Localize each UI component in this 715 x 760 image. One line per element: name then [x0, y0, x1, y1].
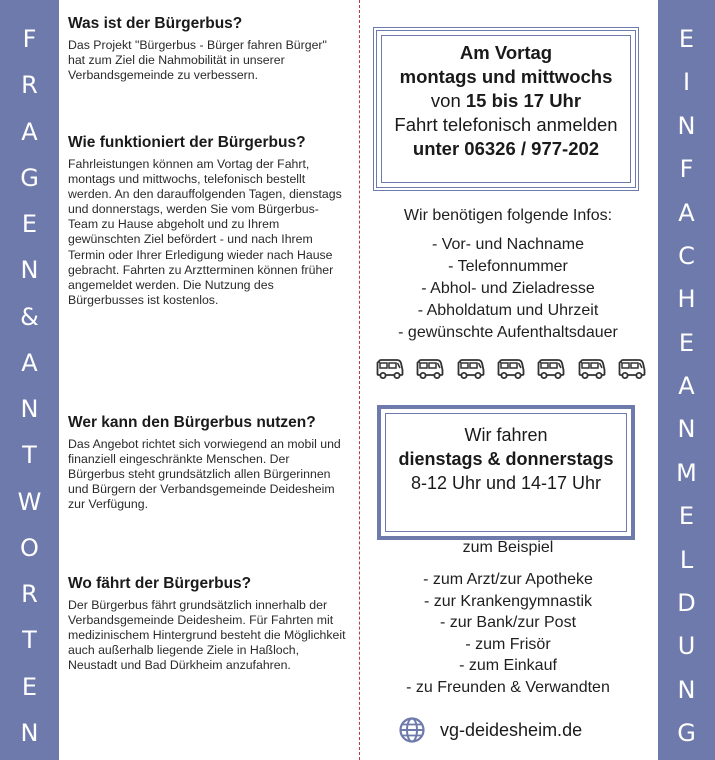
faq-question: Wie funktioniert der Bürgerbus? — [68, 134, 306, 151]
driving-hours: 8-12 Uhr und 14-17 Uhr — [410, 473, 602, 493]
banner-letter: D — [677, 588, 696, 617]
info-item: - Vor- und Nachname — [431, 236, 585, 253]
bus-icon — [537, 358, 565, 380]
info-item: - Telefonnummer — [448, 258, 568, 275]
faq-answer: Das Angebot richtet sich vorwiegend an mobil und finanziell eingeschränkte Menschen. Der Bürgerbus steht grundsätzlich allen Bürgerinnen und Bürgern der Verbandsgemeinde Deidesheim zur Verfügung. — [68, 437, 341, 512]
example-item: - zur Bank/zur Post — [439, 614, 577, 631]
example-item: - zu Freunden & Verwandten — [406, 678, 610, 696]
banner-letter: E — [678, 328, 695, 357]
banner-letter: E — [21, 672, 38, 701]
banner-letter: A — [678, 198, 695, 227]
driving-times-box — [377, 405, 635, 540]
bus-icon — [578, 358, 606, 380]
info-item: - gewünschte Aufenthaltsdauer — [398, 324, 618, 341]
info-item: - Abhol- und Zieladresse — [421, 280, 595, 297]
bus-icon — [416, 358, 444, 380]
examples-list — [368, 537, 648, 698]
phone-number[interactable]: unter 06326 / 977-202 — [412, 138, 600, 159]
banner-letter: C — [678, 241, 695, 270]
booking-line: montags und mittwochs — [399, 66, 613, 87]
banner-letter: E — [21, 210, 38, 239]
examples-heading: zum Beispiel — [462, 539, 554, 556]
banner-letter: T — [22, 441, 37, 470]
bus-icon — [497, 358, 525, 380]
banner-letter: F — [22, 25, 37, 53]
banner-letter: G — [20, 163, 39, 192]
banner-letter: F — [679, 155, 694, 184]
website-url[interactable]: vg-deidesheim.de — [440, 719, 583, 740]
banner-letter: N — [677, 415, 696, 444]
faq-answer: Das Projekt "Bürgerbus - Bürger fahren Bürger" hat zum Ziel die Nahmobilität in unserer Verbandsgemeinde zu verbessern. — [68, 38, 327, 83]
banner-letter: I — [682, 68, 691, 97]
example-item: - zum Frisör — [465, 635, 551, 653]
bus-icon-row — [376, 358, 646, 380]
banner-letter: N — [677, 111, 696, 140]
required-infos — [368, 205, 648, 344]
faq-question: Wer kann den Bürgerbus nutzen? — [68, 414, 316, 431]
faq-question: Wo fährt der Bürgerbus? — [68, 575, 252, 592]
left-banner — [0, 0, 59, 760]
banner-letter: W — [17, 487, 42, 516]
fold-divider — [359, 0, 360, 760]
banner-letter: N — [677, 675, 696, 704]
bus-icon — [376, 358, 404, 380]
banner-letter: A — [21, 348, 38, 377]
example-item: - zum Arzt/zur Apotheke — [423, 571, 593, 588]
bus-icon — [618, 358, 646, 380]
banner-letter: M — [676, 458, 697, 487]
banner-letter: N — [20, 256, 39, 285]
banner-letter: & — [20, 302, 39, 331]
infos-heading: Wir benötigen folgende Infos: — [403, 207, 613, 224]
faq-item — [68, 413, 346, 512]
booking-line: Am Vortag — [459, 42, 553, 63]
banner-letter: T — [22, 626, 37, 655]
banner-letter: O — [20, 533, 39, 562]
bus-icon — [457, 358, 485, 380]
website-link[interactable] — [398, 716, 582, 744]
banner-letter: G — [677, 719, 696, 747]
banner-letter: R — [21, 71, 38, 100]
booking-time-prefix: von — [430, 90, 466, 111]
faq-answer: Der Bürgerbus fährt grundsätzlich innerhalb der Verbandsgemeinde Deidesheim. Für Fahrten mit medizinischem Hintergrund besteht die Möglichkeit auch außerhalb liegende Ziele in Haßloch, Neustadt und Bad Dürkheim anzufahren. — [68, 598, 346, 673]
banner-letter: U — [677, 632, 696, 661]
booking-line — [377, 89, 635, 113]
banner-letter: L — [679, 545, 694, 574]
booking-line: Fahrt telefonisch anmelden — [394, 114, 618, 135]
banner-letter: A — [678, 372, 695, 400]
banner-letter: N — [20, 395, 39, 424]
driving-line: Wir fahren — [464, 425, 548, 445]
faq-item — [68, 133, 346, 308]
example-item: - zum Einkauf — [459, 657, 557, 674]
example-item: - zur Krankengymnastik — [423, 592, 593, 610]
banner-letter: H — [677, 285, 696, 314]
faq-item — [68, 14, 346, 83]
right-banner — [658, 0, 715, 760]
booking-box — [373, 27, 639, 191]
faq-answer: Fahrleistungen können am Vortag der Fahrt, montags und mittwochs, telefonisch bestellt werden. An den darauffolgenden Tagen, dienstags und donnerstags, werden Sie vom Bürgerbus-Team zu Hause abgeholt und zu Ihrem gewünschten Ziel befördert - und nach Ihrem Termin oder Ihrer Erledigung wieder nach Hause gebracht. Fahrten zu Arztterminen können früher angemeldet werden. Die Nutzung des Bürgerbusses ist kostenlos. — [68, 157, 342, 307]
banner-letter: N — [20, 718, 39, 747]
faq-item — [68, 574, 346, 673]
globe-icon — [398, 716, 426, 744]
booking-time: 15 bis 17 Uhr — [465, 90, 582, 111]
banner-letter: E — [678, 502, 695, 531]
faq-question: Was ist der Bürgerbus? — [68, 15, 243, 32]
banner-letter: E — [678, 25, 695, 53]
banner-letter: R — [21, 580, 38, 609]
banner-letter: A — [21, 117, 38, 146]
info-item: - Abholdatum und Uhrzeit — [417, 302, 599, 319]
driving-days: dienstags & donnerstags — [398, 449, 614, 469]
